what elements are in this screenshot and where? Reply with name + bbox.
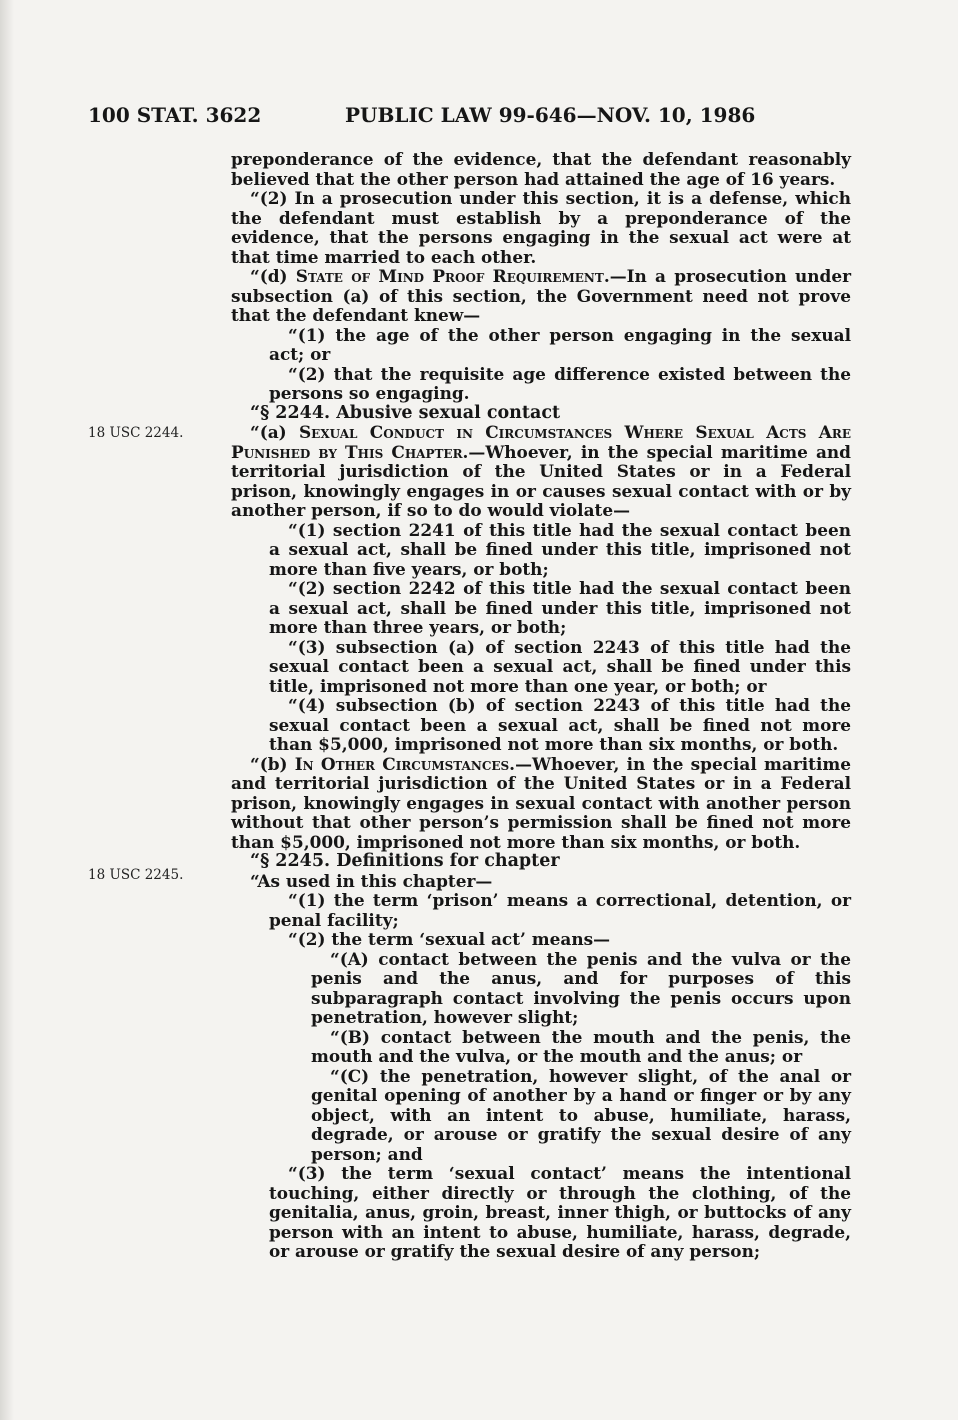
page-edge (0, 0, 14, 1420)
paragraph-label: “(b) (250, 753, 295, 774)
paragraph-def-a: “(A) contact between the penis and the vulva or the penis and the anus, and for purposes of this subparagraph contact involving the penis occurs upon penetration, however slight; (311, 948, 851, 1027)
paragraph-b-other-circumstances (231, 755, 851, 853)
paragraph-def-sexual-act: “(2) the term ‘sexual act’ means— (288, 929, 611, 949)
paragraph-heading: In Other Circumstances. (294, 753, 516, 774)
margin-note-usc-2244: 18 USC 2244. (88, 425, 184, 441)
paragraph-def-prison: “(1) the term ‘prison’ means a correctional, detention, or penal facility; (269, 890, 851, 930)
document-body (231, 150, 851, 1262)
section-heading-2244: “§ 2244. Abusive sexual contact (250, 402, 561, 423)
section-heading-2245: “§ 2245. Definitions for chapter (250, 851, 560, 871)
paragraph-a2: “(2) section 2242 of this title had the sexual contact been a sexual act, shall be fined under this title, imprisoned not more than three years, or both; (269, 578, 851, 637)
paragraph-def-sexual-contact: “(3) the term ‘sexual contact’ means the intentional touching, either directly or through the clothing, of the genitalia, anus, groin, breast, inner thigh, or buttocks of any person with an intent to abuse, humiliate, harass, degrade, or arouse or gratify the sexual desire of any person; (269, 1163, 851, 1261)
paragraph-def-b: “(B) contact between the mouth and the penis, the mouth and the vulva, or the mouth and the anus; or (311, 1026, 851, 1066)
paragraph-intro: “As used in this chapter— (250, 870, 493, 891)
paragraph-text: —Whoever, in the special maritime and territorial jurisdiction of the United States or in a Federal prison, knowingly engages in sexual contact with another person without that other person’s permission shall be fined not more than $5,000, imprisoned not more than six months, or both. (231, 753, 852, 852)
paragraph-text: —Whoever, in the special maritime and territorial jurisdiction of the United States or in a Federal prison, knowingly engages in or causes sexual contact with or by another person, if so to do would violate— (231, 441, 851, 520)
public-law-title: PUBLIC LAW 99-646—NOV. 10, 1986 (345, 103, 756, 127)
statute-page-number: 100 STAT. 3622 (88, 103, 262, 127)
paragraph-a3: “(3) subsection (a) of section 2243 of this title had the sexual contact been a sexual act, shall be fined under this title, imprisoned not more than one year, or both; or (269, 636, 851, 696)
paragraph-a4: “(4) subsection (b) of section 2243 of this title had the sexual contact been a sexual act, shall be fined not more than $5,000, imprisoned not more than six months, or both. (269, 695, 851, 754)
paragraph-d-state-of-mind (231, 267, 851, 326)
paragraph-a-sexual-conduct (231, 423, 851, 521)
paragraph-heading: State of Mind Proof Requirement. (295, 266, 610, 286)
paragraph-d2: “(2) that the requisite age difference existed between the persons so engaging. (269, 363, 851, 403)
paragraph-label: “(a) (250, 422, 299, 442)
paragraph-label: “(d) (250, 266, 296, 286)
margin-note-usc-2245: 18 USC 2245. (88, 867, 184, 883)
page-header (0, 103, 958, 137)
paragraph-text: —In a prosecution under subsection (a) of this section, the Government need not prove that the defendant knew— (231, 266, 852, 325)
paragraph-continuation: preponderance of the evidence, that the defendant reasonably believed that the other person had attained the age of 16 years. (231, 149, 851, 189)
paragraph-c2-defense: “(2) In a prosecution under this section, it is a defense, which the defendant must establish by a preponderance of the evidence, that the persons engaging in the sexual act were at that time married to each other. (231, 188, 851, 267)
paragraph-heading: Sexual Conduct in Circumstances Where Sexual Acts Are Punished by This Chapter. (231, 422, 851, 462)
paragraph-d1: “(1) the age of the other person engaging in the sexual act; or (269, 324, 851, 364)
paragraph-a1: “(1) section 2241 of this title had the sexual contact been a sexual act, shall be fined under this title, imprisoned not more than five years, or both; (269, 519, 851, 579)
paragraph-def-c: “(C) the penetration, however slight, of the anal or genital opening of another by a hand or finger or by any object, with an intent to abuse, humiliate, harass, degrade, or arouse or gratify the sexual desire of any person; and (311, 1065, 851, 1164)
